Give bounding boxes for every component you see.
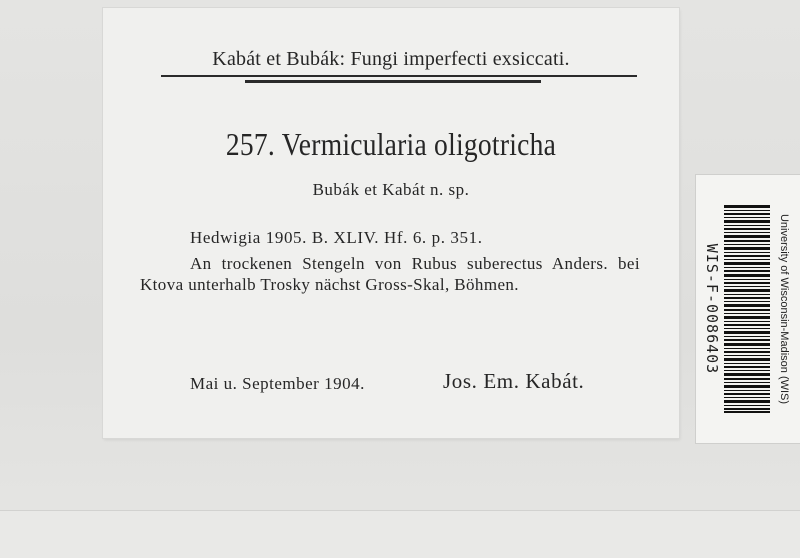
barcode-label (696, 175, 800, 443)
header-rule-lower (245, 80, 541, 83)
habitat-locality: An trockenen Stengeln von Rubus suberectus Anders. bei Ktova unterhalb Trosky nächst Gross-Skal, Böhmen. (140, 254, 640, 294)
sheet-bottom-edge (0, 510, 800, 558)
species-authority: Bubák et Kabát n. sp. (312, 180, 470, 199)
literature-citation: Hedwigia 1905. B. XLIV. Hf. 6. p. 351. (190, 228, 483, 247)
header-rule-upper (161, 75, 637, 77)
collector-name: Jos. Em. Kabát. (443, 369, 585, 393)
series-header: Kabát et Bubák: Fungi imperfecti exsiccati. (212, 48, 570, 70)
barcode-number: WIS-F-0086403 (703, 243, 721, 375)
species-title: 257. Vermicularia oligotricha (225, 126, 557, 162)
barcode-icon (724, 205, 770, 413)
institution-name: University of Wisconsin-Madison (WIS) (778, 213, 790, 405)
specimen-label (103, 8, 679, 438)
collection-date: Mai u. September 1904. (190, 374, 365, 393)
